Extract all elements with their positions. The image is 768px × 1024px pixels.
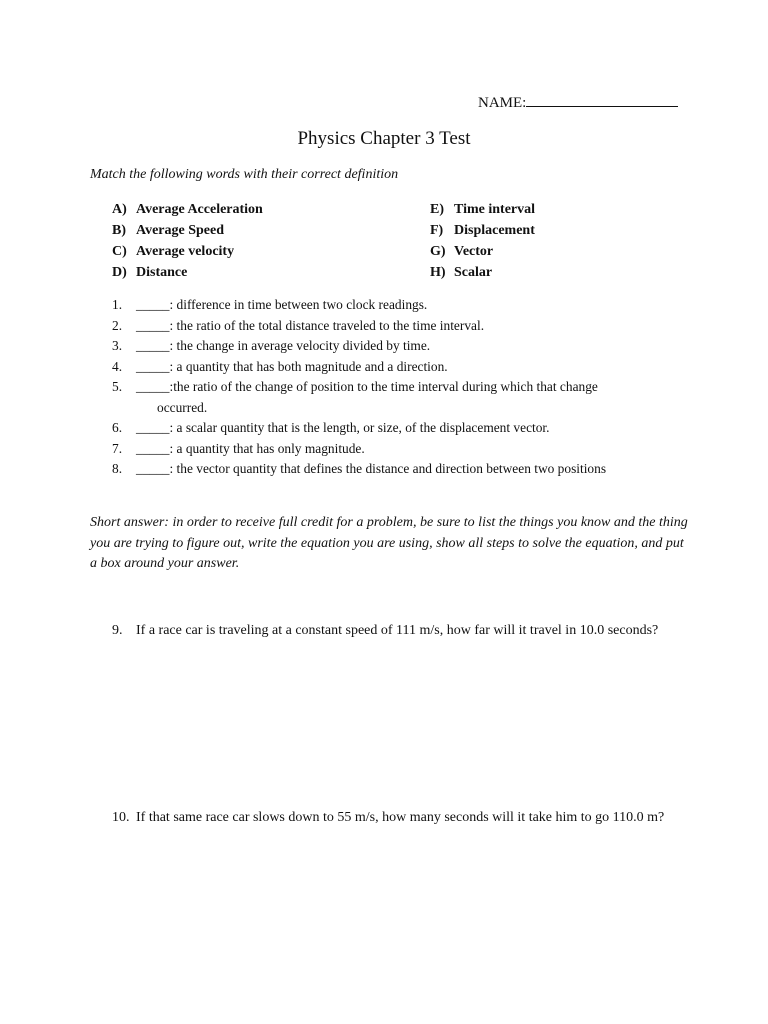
term-item	[430, 200, 670, 219]
term-item	[430, 221, 670, 240]
definition-item	[112, 357, 712, 378]
term-text: Average Speed	[136, 223, 224, 238]
term-item	[112, 242, 430, 261]
question-number: 10.	[112, 810, 130, 825]
definition-item	[112, 295, 712, 316]
term-letter: C)	[112, 244, 127, 259]
term-text: Average velocity	[136, 244, 235, 259]
definition-text: _____: the vector quantity that defines the distance and direction between two positions	[136, 461, 607, 476]
term-item	[430, 263, 670, 282]
term-text: Time interval	[454, 202, 536, 217]
definition-number: 8.	[112, 461, 123, 476]
question-text: If that same race car slows down to 55 m/s, how many seconds will it take him to go 110.0 m?	[136, 810, 665, 825]
term-letter: H)	[430, 265, 446, 280]
question-item	[112, 620, 672, 642]
term-item	[430, 242, 670, 261]
term-letter: D)	[112, 265, 127, 280]
definition-item	[112, 439, 712, 460]
definition-text: _____: the ratio of the total distance traveled to the time interval.	[136, 317, 485, 333]
definition-number: 2.	[112, 317, 123, 333]
definition-continuation	[112, 398, 712, 419]
definition-number: 5.	[112, 379, 123, 394]
definition-item	[112, 316, 712, 337]
term-text: Average Acceleration	[136, 202, 263, 217]
term-letter: E)	[430, 202, 444, 217]
page-title: Physics Chapter 3 Test	[297, 128, 471, 149]
short-answer-instructions: Short answer: in order to receive full credit for a problem, be sure to list the things you know and the thing you are trying to figure out, write the equation you are using, show all steps to solve the equation, and put a box around your answer.	[90, 515, 688, 571]
term-letter: F)	[430, 223, 444, 238]
definition-text: _____: a scalar quantity that is the length, or size, of the displacement vector.	[136, 420, 550, 435]
question-text: If a race car is traveling at a constant speed of 111 m/s, how far will it travel in 10.0 seconds?	[136, 623, 659, 638]
term-letter: G)	[430, 244, 446, 259]
name-field	[478, 92, 678, 112]
term-text: Scalar	[454, 265, 493, 280]
definition-text: _____: the change in average velocity divided by time.	[136, 338, 431, 353]
definition-text: _____:the ratio of the change of position to the time interval during which that change	[136, 379, 598, 394]
definition-text: _____: difference in time between two clock readings.	[136, 297, 428, 312]
term-item	[112, 263, 430, 282]
term-item	[112, 200, 430, 219]
term-item	[112, 221, 430, 240]
term-text: Displacement	[454, 223, 535, 238]
definition-text: _____: a quantity that has both magnitude and a direction.	[136, 358, 448, 374]
question-number: 9.	[112, 623, 123, 638]
definition-item	[112, 459, 712, 480]
name-blank	[526, 92, 678, 107]
term-letter: B)	[112, 223, 126, 238]
definition-text: _____: a quantity that has only magnitude.	[136, 440, 365, 456]
term-text: Distance	[136, 265, 188, 280]
definition-item	[112, 336, 712, 357]
definition-list	[112, 295, 712, 480]
matching-instructions: Match the following words with their correct definition	[90, 167, 399, 182]
term-text: Vector	[454, 244, 494, 259]
term-letter: A)	[112, 202, 127, 217]
definition-number: 4.	[112, 358, 123, 374]
term-list	[112, 200, 672, 282]
definition-number: 6.	[112, 420, 123, 435]
definition-number: 3.	[112, 338, 123, 353]
definition-item	[112, 418, 712, 439]
definition-number: 1.	[112, 297, 123, 312]
definition-item	[112, 377, 712, 398]
question-item	[112, 807, 672, 829]
name-label: NAME:	[478, 95, 527, 111]
definition-continuation-text: occurred.	[157, 399, 208, 415]
definition-number: 7.	[112, 440, 123, 456]
